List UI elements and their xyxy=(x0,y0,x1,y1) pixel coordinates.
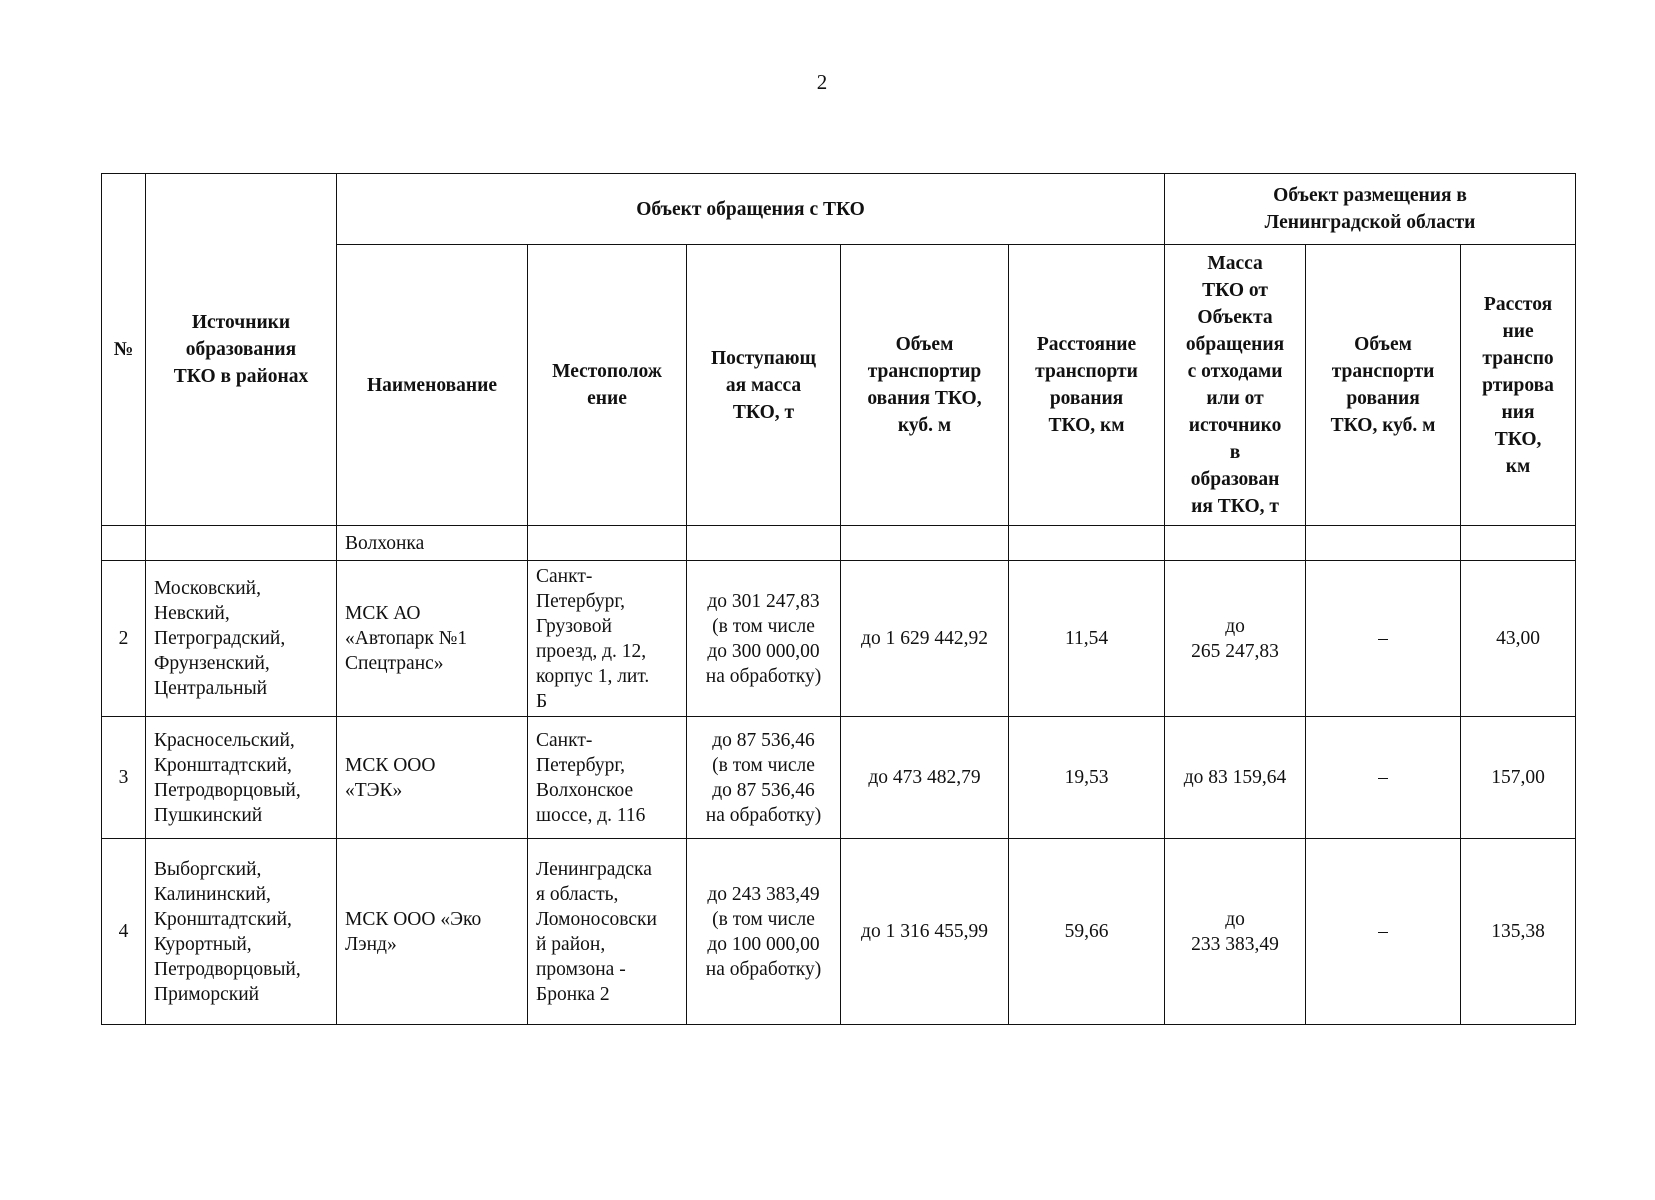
cell-empty xyxy=(528,526,687,561)
cell-empty xyxy=(1009,526,1165,561)
header-placement-distance: Расстоя ние транспо ртирова ния ТКО, км xyxy=(1461,245,1576,526)
cell-empty xyxy=(687,526,841,561)
cell-placement-volume: – xyxy=(1306,717,1461,839)
cell-incoming-mass: до 87 536,46 (в том числе до 87 536,46 на обработку) xyxy=(687,717,841,839)
header-name: Наименование xyxy=(337,245,528,526)
header-number: № xyxy=(102,174,146,526)
cell-incoming-mass: до 243 383,49 (в том числе до 100 000,00 на обработку) xyxy=(687,839,841,1025)
cell-placement-mass: до 83 159,64 xyxy=(1165,717,1306,839)
cell-location: Ленинградска я область, Ломоносовски й район, промзона - Бронка 2 xyxy=(528,839,687,1025)
cell-transport-volume: до 1 316 455,99 xyxy=(841,839,1009,1025)
cell-number: 2 xyxy=(102,561,146,717)
cell-placement-volume: – xyxy=(1306,561,1461,717)
header-incoming-mass: Поступающ ая масса ТКО, т xyxy=(687,245,841,526)
continuation-row xyxy=(102,526,1576,561)
waste-facilities-table xyxy=(101,173,1576,1025)
table-row xyxy=(102,561,1576,717)
table-row xyxy=(102,839,1576,1025)
cell-incoming-mass: до 301 247,83 (в том числе до 300 000,00 на обработку) xyxy=(687,561,841,717)
cell-placement-distance: 157,00 xyxy=(1461,717,1576,839)
header-sources: Источники образования ТКО в районах xyxy=(146,174,337,526)
cell-transport-volume: до 473 482,79 xyxy=(841,717,1009,839)
cell-empty xyxy=(1165,526,1306,561)
header-placement-volume: Объем транспорти рования ТКО, куб. м xyxy=(1306,245,1461,526)
cell-placement-mass: до 265 247,83 xyxy=(1165,561,1306,717)
cell-placement-volume: – xyxy=(1306,839,1461,1025)
header-transport-volume: Объем транспортир ования ТКО, куб. м xyxy=(841,245,1009,526)
header-placement-mass: Масса ТКО от Объекта обращения с отходами или от источнико в образован ия ТКО, т xyxy=(1165,245,1306,526)
header-transport-distance: Расстояние транспорти рования ТКО, км xyxy=(1009,245,1165,526)
cell-empty xyxy=(102,526,146,561)
header-location: Местополож ение xyxy=(528,245,687,526)
cell-sources: Выборгский, Калининский, Кронштадтский, Курортный, Петродворцовый, Приморский xyxy=(146,839,337,1025)
page-number: 2 xyxy=(816,70,828,94)
cell-name: МСК АО «Автопарк №1 Спецтранс» xyxy=(337,561,528,717)
cell-empty xyxy=(1461,526,1576,561)
cell-name: МСК ООО «Эко Лэнд» xyxy=(337,839,528,1025)
cell-number: 3 xyxy=(102,717,146,839)
cell-number: 4 xyxy=(102,839,146,1025)
cell-sources: Красносельский, Кронштадтский, Петродворцовый, Пушкинский xyxy=(146,717,337,839)
cell-placement-mass: до 233 383,49 xyxy=(1165,839,1306,1025)
cell-transport-distance: 11,54 xyxy=(1009,561,1165,717)
cell-empty xyxy=(1306,526,1461,561)
cell-empty xyxy=(146,526,337,561)
header-group-placement-facility: Объект размещения в Ленинградской области xyxy=(1165,174,1576,245)
table-row xyxy=(102,717,1576,839)
cell-transport-volume: до 1 629 442,92 xyxy=(841,561,1009,717)
cell-name: МСК ООО «ТЭК» xyxy=(337,717,528,839)
cell-empty xyxy=(841,526,1009,561)
cell-transport-distance: 19,53 xyxy=(1009,717,1165,839)
cell-location: Санкт- Петербург, Грузовой проезд, д. 12, корпус 1, лит. Б xyxy=(528,561,687,717)
cell-name: Волхонка xyxy=(337,526,528,561)
cell-transport-distance: 59,66 xyxy=(1009,839,1165,1025)
header-row-groups xyxy=(102,174,1576,245)
cell-sources: Московский, Невский, Петроградский, Фрунзенский, Центральный xyxy=(146,561,337,717)
cell-location: Санкт- Петербург, Волхонское шоссе, д. 116 xyxy=(528,717,687,839)
cell-placement-distance: 43,00 xyxy=(1461,561,1576,717)
header-group-waste-facility: Объект обращения с ТКО xyxy=(337,174,1165,245)
cell-placement-distance: 135,38 xyxy=(1461,839,1576,1025)
